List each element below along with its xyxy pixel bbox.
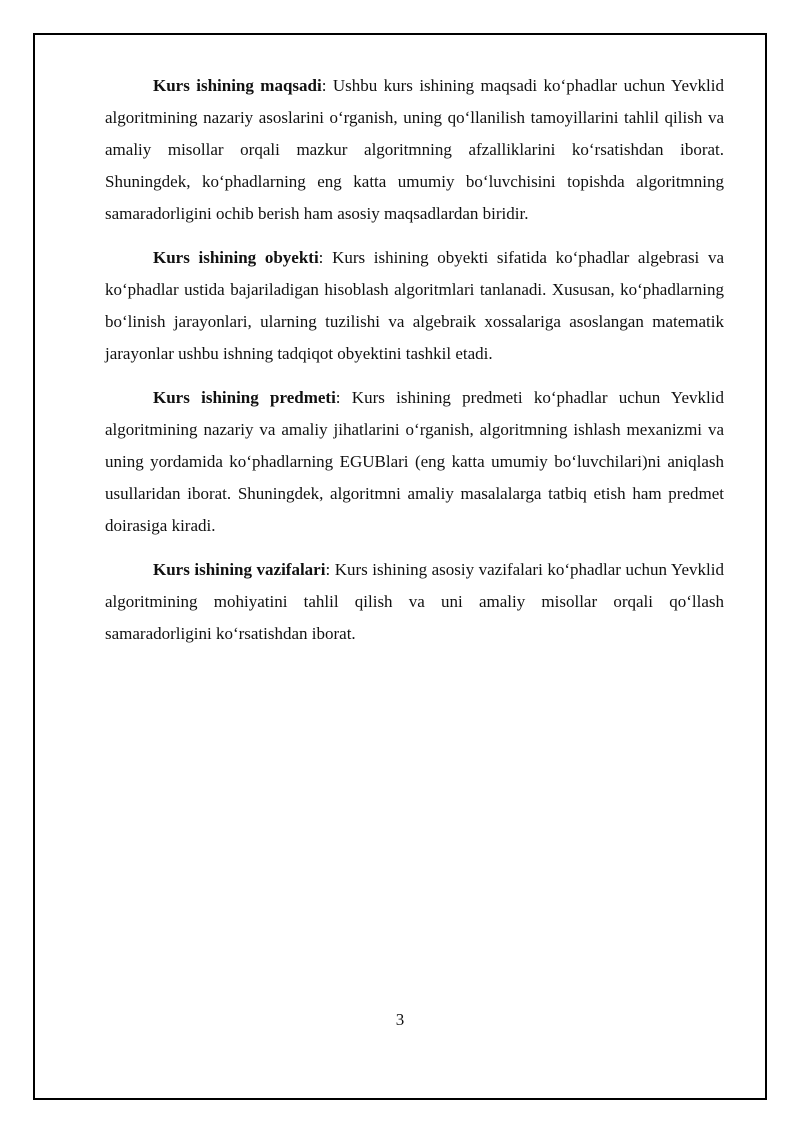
paragraph-maqsadi: [105, 70, 724, 230]
paragraph-text: Kurs ishining asosiy vazifalari koʻphadlar uchun Yevklid algoritmining mohiyatini tahlil qilish va uni amaliy misollar orqali qoʻllash samaradorligini koʻrsatishdan iborat.: [105, 560, 724, 643]
paragraph-vazifalari: [105, 554, 724, 650]
document-body: [105, 70, 724, 662]
paragraph-heading: Kurs ishining obyekti: [153, 248, 319, 267]
paragraph-text: Kurs ishining predmeti koʻphadlar uchun Yevklid algoritmining nazariy va amaliy jihatlarini oʻrganish, algoritmning ishlash mexanizmi va uning yordamida koʻphadlarning EGUBlari (eng katta umumiy boʻluvchilari)ni aniqlash usullaridan iborat. Shuningdek, algoritmni amaliy masalalarga tatbiq etish ham predmet doirasiga kiradi.: [105, 388, 724, 535]
paragraph-heading: Kurs ishining predmeti: [153, 388, 336, 407]
paragraph-obyekti: [105, 242, 724, 370]
paragraph-predmeti: [105, 382, 724, 542]
paragraph-heading: Kurs ishining maqsadi: [153, 76, 322, 95]
paragraph-text: Ushbu kurs ishining maqsadi koʻphadlar uchun Yevklid algoritmining nazariy asoslarini oʻrganish, uning qoʻllanilish tamoyillarini tahlil qilish va amaliy misollar orqali mazkur algoritmning afzalliklarini koʻrsatishdan iborat. Shuningdek, koʻphadlarning eng katta umumiy boʻluvchisini topishda algoritmning samaradorligini ochib berish ham asosiy maqsadlardan biridir.: [105, 76, 724, 223]
heading-separator: :: [318, 248, 333, 267]
paragraph-heading: Kurs ishining vazifalari: [153, 560, 326, 579]
heading-separator: :: [335, 388, 352, 407]
paragraph-text: Kurs ishining obyekti sifatida koʻphadlar algebrasi va koʻphadlar ustida bajariladigan hisoblash algoritmlari tanlanadi. Xususan, koʻphadlarning boʻlinish jarayonlari, ularning tuzilishi va algebraik xossalariga asoslangan matematik jarayonlar ushbu ishning tadqiqot obyektini tashkil etadi.: [105, 248, 724, 363]
page-number: 3: [395, 1010, 405, 1029]
heading-separator: :: [321, 76, 333, 95]
heading-separator: :: [325, 560, 335, 579]
